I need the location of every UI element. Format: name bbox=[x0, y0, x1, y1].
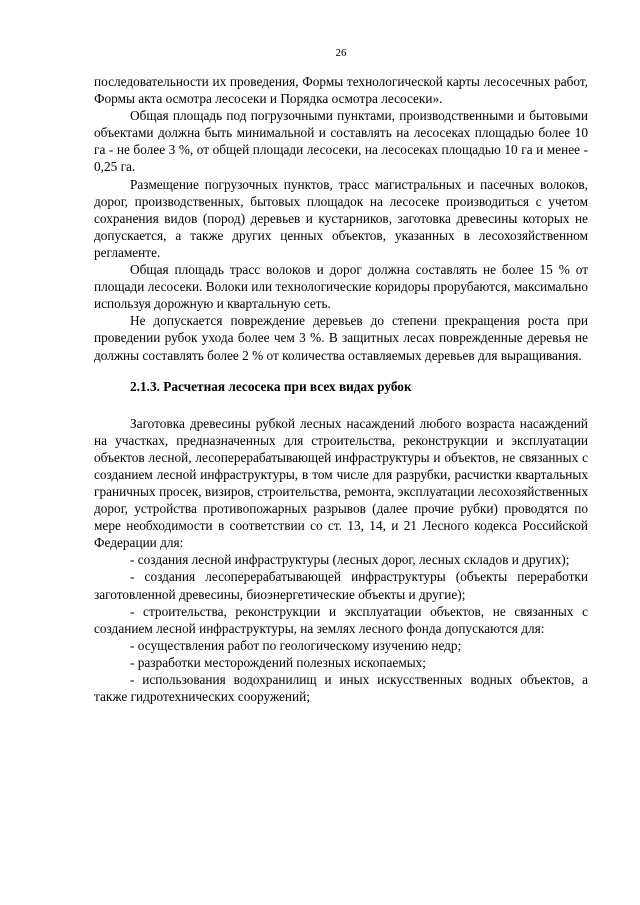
paragraph-forms-list: последовательности их проведения, Формы технологической карты лесосечных работ, Формы акта осмотра лесосеки и Порядка осмотра лесосеки». bbox=[94, 74, 588, 107]
page-number: 26 bbox=[335, 47, 347, 59]
paragraph-trail-area: Общая площадь трасс волоков и дорог должна составлять не более 15 % от площади лесосеки. Волоки или технологические коридоры прорубаются, максимально используя дорожную и квартальную сеть. bbox=[94, 262, 588, 312]
list-item-forest-infrastructure: - создания лесной инфраструктуры (лесных дорог, лесных складов и других); bbox=[130, 552, 570, 568]
list-item-construction: - строительства, реконструкции и эксплуатации объектов, не связанных с созданием лесной инфраструктуры, на землях лесного фонда допускаются для: bbox=[94, 603, 588, 636]
list-item-processing-infrastructure: - создания лесоперерабатывающей инфраструктуры (объекты переработки заготовленной древесины, биоэнергетические объекты и другие); bbox=[94, 569, 588, 602]
list-item-geology: - осуществления работ по геологическому изучению недр; bbox=[130, 637, 462, 653]
paragraph-loading-area: Общая площадь под погрузочными пунктами, производственными и бытовыми объектами должна быть минимальной и составлять на лесосеках площадью более 10 га - не более 3 %, от общей площади лесосеки, на лесосеках площадью 10 га и менее - 0,25 га. bbox=[94, 108, 588, 175]
paragraph-placement: Размещение погрузочных пунктов, трасс магистральных и пасечных волоков, дорог, производственных, бытовых площадок на лесосеке производиться с учетом сохранения видов (пород) деревьев и кустарников, заготовка древесины которых не допускается, а также других ценных объектов, указанных в лесохозяйственном регламенте. bbox=[94, 176, 588, 260]
section-heading: 2.1.3. Расчетная лесосека при всех видах рубок bbox=[130, 378, 412, 394]
list-item-reservoirs: - использования водохранилищ и иных искусственных водных объектов, а также гидротехнических сооружений; bbox=[94, 672, 588, 705]
paragraph-tree-damage: Не допускается повреждение деревьев до степени прекращения роста при проведении рубок ухода более чем 3 %. В защитных лесах поврежденные деревья не должны составлять более 2 % от количества оставляемых деревьев для выращивания. bbox=[94, 313, 588, 363]
list-item-mining: - разработки месторождений полезных ископаемых; bbox=[130, 654, 427, 670]
paragraph-harvesting: Заготовка древесины рубкой лесных насаждений любого возраста насаждений на участках, предназначенных для строительства, реконструкции и эксплуатации объектов лесной, лесоперерабатывающей инфраструктуры и объектов, не связанных с созданием лесной инфраструктуры, в том числе для разрубки, расчистки квартальных граничных просек, визиров, строительства, ремонта, эксплуатации лесохозяйственных дорог, устройства противопожарных разрывов (далее прочие рубки) проводятся по мере необходимости в соответствии со ст. 13, 14, и 21 Лесного кодекса Российской Федерации для: bbox=[94, 415, 588, 551]
